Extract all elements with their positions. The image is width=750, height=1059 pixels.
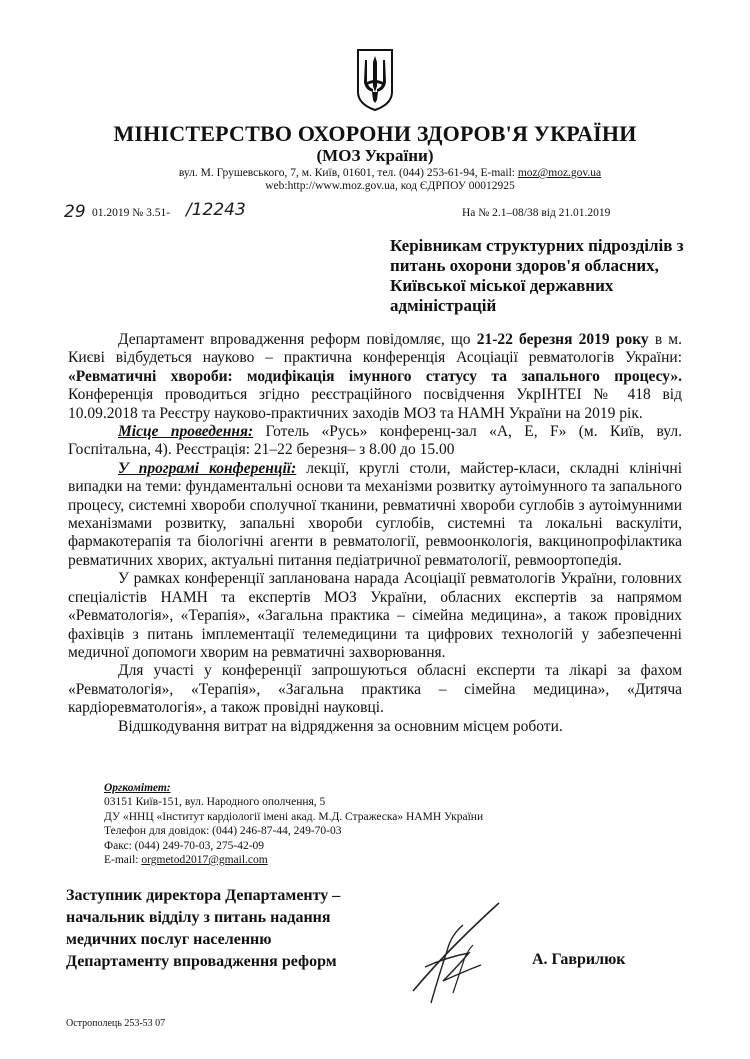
signature-line-4: Департаменту впровадження реформ [66,953,337,970]
paragraph-venue [68,423,682,460]
executor-footer: Остропoлець 253-53 07 [66,1018,166,1029]
orgcommittee-email[interactable]: orgmetod2017@gmail.com [141,854,268,867]
letter-body [68,331,682,736]
coat-of-arms-icon [355,48,395,112]
venue-text: Готель «Русь» конференц-зал «А, Е, F» (м. Київ, вул. Госпітальна, 4). Реєстрація: 21–22 березня– з 8.00 до 15.00 [68,423,682,459]
announcement-end: Конференція проводиться згідно реєстраційного посвідчення УкрІНТЕІ № 418 від 10.09.2018 та Реєстру науково-практичних заходів МОЗ та НАМН України на 2019 рік. [68,386,682,422]
outgoing-number: 01.2019 № 3.51- [92,207,171,219]
orgcommittee-title: Оргкомітет: [104,782,171,794]
ministry-contacts [0,167,750,193]
addressee: Керівникам структурних підрозділів з питань охорони здоров'я обласних, Київської міської державних адміністрацій [390,236,684,315]
ministry-address: вул. М. Грушевського, 7, м. Київ, 01601, тел. (044) 253-61-94, E-mail: [178,167,518,179]
orgcommittee-email-label: E-mail: [104,854,142,867]
paragraph-announcement [68,331,682,423]
paragraph-program [68,460,682,570]
announcement-middle: в м. Києві відбудеться науково – практична конференція Асоціації ревматологів України: [68,331,682,367]
ministry-web: web:http://www.moz.gov.ua, код ЄДРПОУ 00012925 [265,180,515,192]
venue-label: Місце проведення: [118,423,254,441]
handwritten-day: 29 [64,202,86,222]
ministry-name: МІНІСТЕРСТВО ОХОРОНИ ЗДОРОВ'Я УКРАЇНИ [113,121,637,146]
ministry-abbreviation: (МОЗ України) [316,146,434,165]
orgcommittee-address: 03151 Київ-151, вул. Народного ополчення, 5 [104,796,326,809]
handwritten-number: /12243 [186,200,246,220]
signature-title [66,885,386,973]
orgcommittee-institution: ДУ «ННЦ «Інститут кардіології імені акад. М.Д. Стражеска» НАМН України [104,810,484,823]
reply-reference: На № 2.1–08/38 від 21.01.2019 [462,207,611,219]
conference-title: «Ревматичні хвороби: модифікація імунного статусу та запального процесу». [68,367,682,385]
signature-line-1: Заступник директора Департаменту – [66,887,341,904]
announcement-intro: Департамент впровадження реформ повідомляє, що [118,331,477,348]
signature-line-3: медичних послуг населенню [66,931,272,948]
ministry-email: moz@moz.gov.ua [517,167,602,179]
program-label: У програмі конференції: [118,459,297,477]
organizing-committee [104,781,624,867]
paragraph-meeting: У рамках конференції запланована нарада Асоціації ревматологів України, головних спеціалістів НАМН та експертів МОЗ України, обласних експертів за напрямом «Ревматологія», «Терапія», «Загальна практика – сімейна медицина», а також провідних фахівців з питань імплементації телемедицини та цифрових технологій у забезпеченні медичної допомоги хворим на ревматичні захворювання. [68,570,682,661]
conference-dates: 21-22 березня 2019 року [476,331,649,348]
orgcommittee-phone: Телефон для довідок: (044) 246-87-44, 249-70-03 [104,825,342,838]
paragraph-travel-costs: Відшкодування витрат на відрядження за основним місцем роботи. [118,717,563,735]
orgcommittee-email-line [104,853,624,867]
signature-line-2: начальник відділу з питань надання [66,909,331,926]
program-text: лекції, круглі столи, майстер-класи, складні клінічні випадки на теми: фундаментальні основи та механізми розвитку аутоімунного та запального процесу, системні хвороби сполучної тканини, ревматичні хвороби суглобів з аутоімунними механізмами розвитку, запальні хвороби суглобів, системні та локальні васкуліти, фармакотерапія та біологічні агенти в ревматології, ревмоонкологія, вакцинопрофілактика ревматичних хворих, актуальні питання педіатричної ревматології, ревмоортопедія. [68,459,682,569]
orgcommittee-fax: Факс: (044) 249-70-03, 275-42-09 [104,839,265,852]
handwritten-signature-icon [395,895,515,1010]
paragraph-invitation: Для участі у конференції запрошуються обласні експерти та лікарі за фахом «Ревматологія», «Терапія», «Загальна практика – сімейна медицина», «Дитяча кардіоревматологія», а також провідні науковці. [68,662,682,717]
signer-name: А. Гаврилюк [532,951,626,968]
